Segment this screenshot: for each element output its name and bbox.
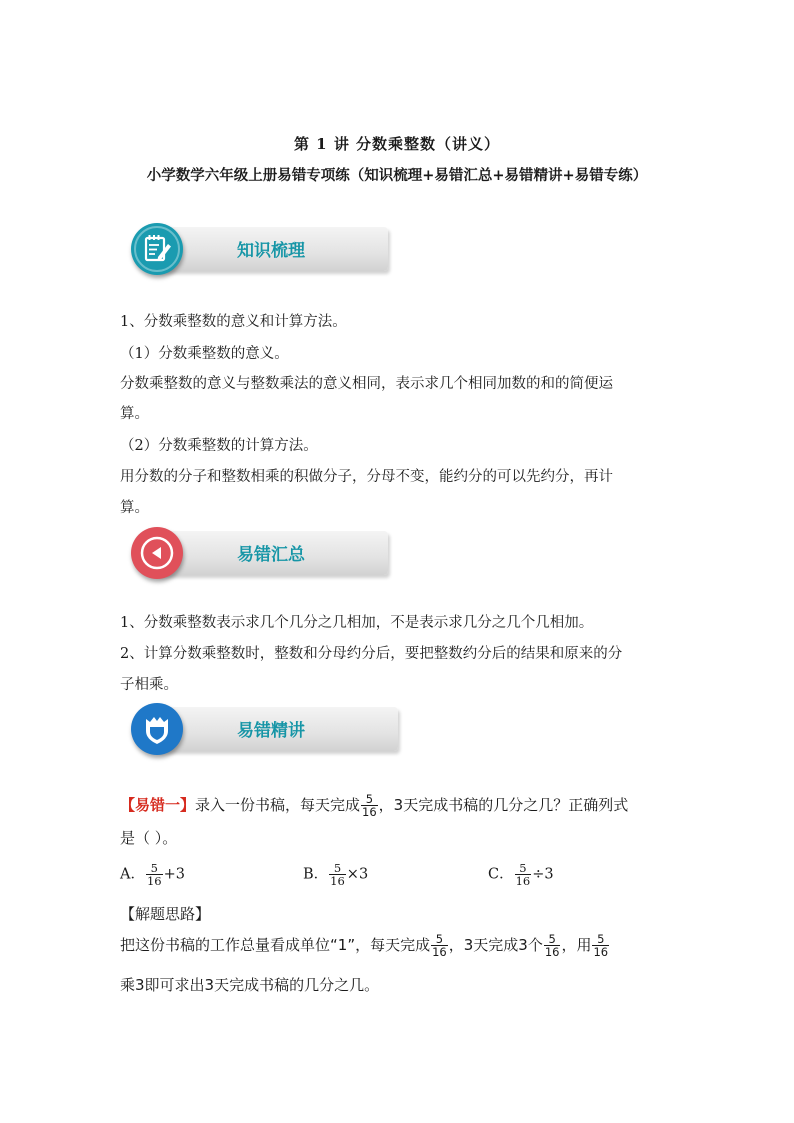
- knowledge-line-7: 算。: [120, 500, 149, 516]
- summary-line-2: 2、计算分数乘整数时，整数和分母约分后，要把整数约分后的结果和原来的分: [120, 646, 623, 662]
- section-label: 易错汇总: [237, 545, 305, 565]
- page-title: 第 1 讲 分数乘整数（讲义）: [293, 135, 501, 153]
- example-question: [120, 792, 680, 818]
- fraction: $\frac{5}{16}$: [362, 792, 377, 819]
- knowledge-line-1: 1、分数乘整数的意义和计算方法。: [120, 314, 347, 330]
- page-subtitle: 小学数学六年级上册易错专项练（知识梳理+易错汇总+易错精讲+易错专练）: [146, 167, 648, 184]
- notepad-pencil-icon: [131, 223, 183, 275]
- option-a: A． $\frac{5}{16}$ +3: [120, 861, 185, 888]
- example-tag: 【易错一】: [120, 796, 196, 814]
- section-banner-detail: [125, 704, 400, 758]
- section-banner-summary: [125, 528, 390, 582]
- knowledge-line-2: （1）分数乘整数的意义。: [120, 346, 289, 362]
- shield-icon: [131, 703, 183, 755]
- knowledge-line-4: 算。: [120, 406, 149, 422]
- section-label: 易错精讲: [237, 721, 305, 741]
- solution-line-1: 把这份书稿的工作总量看成单位“1”，每天完成 $\frac{5}{16}$ ，3天完成3个 $\frac{5}{16}$ ，用 $\frac{5}{16}$: [120, 932, 609, 959]
- solution-line-2: 乘3即可求出3天完成书稿的几分之几。: [120, 976, 380, 994]
- play-back-icon: [131, 527, 183, 579]
- hint-title: 【解题思路】: [120, 905, 211, 923]
- knowledge-line-5: （2）分数乘整数的计算方法。: [120, 438, 318, 454]
- question-text-c: 是（ ）。: [120, 829, 178, 847]
- summary-line-3: 子相乘。: [120, 677, 178, 693]
- section-label: 知识梳理: [237, 241, 305, 261]
- knowledge-line-3: 分数乘整数的意义与整数乘法的意义相同，表示求几个相同加数的和的简便运: [120, 376, 613, 392]
- knowledge-line-6: 用分数的分子和整数相乘的积做分子，分母不变，能约分的可以先约分，再计: [120, 469, 613, 485]
- question-text-a: 录入一份书稿，每天完成: [195, 796, 361, 814]
- section-banner-knowledge: [125, 224, 390, 278]
- option-c: C． $\frac{5}{16}$ ÷3: [488, 861, 554, 888]
- question-text-b: ，3天完成书稿的几分之几？正确列式: [378, 796, 629, 814]
- option-b: B． $\frac{5}{16}$ ×3: [303, 861, 369, 888]
- summary-line-1: 1、分数乘整数表示求几个几分之几相加，不是表示求几分之几个几相加。: [120, 615, 594, 631]
